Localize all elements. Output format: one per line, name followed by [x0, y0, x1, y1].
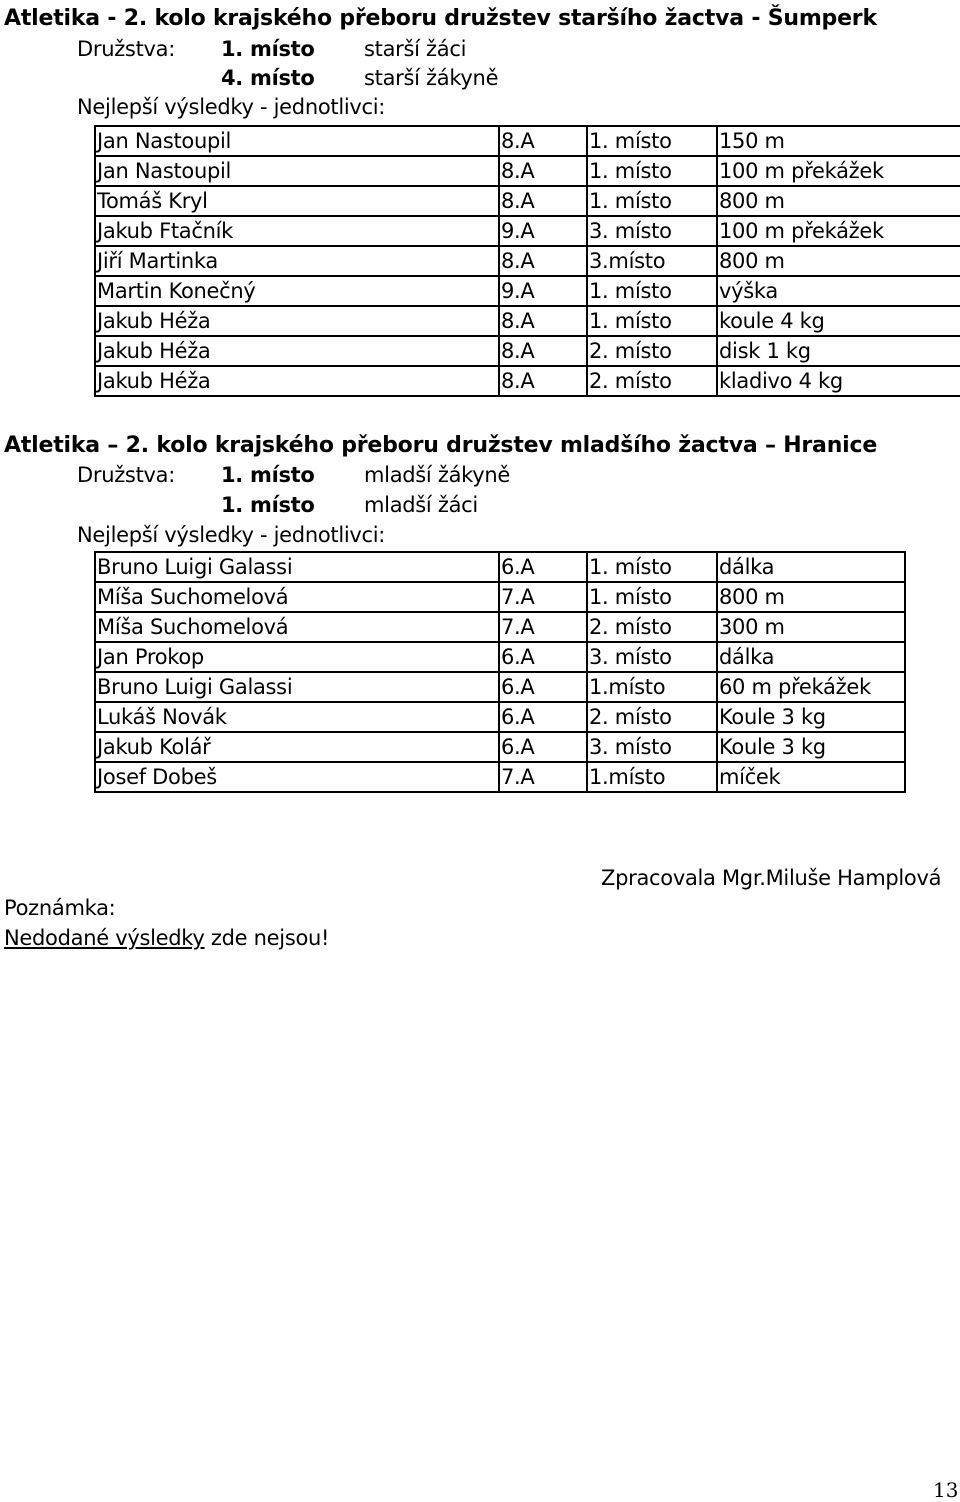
- table-row: [95, 582, 905, 612]
- table-row: [95, 672, 905, 702]
- athlete-place: 1. místo: [587, 276, 717, 306]
- table-row: [95, 276, 960, 306]
- section2-team-category: mladší žáci: [364, 493, 478, 517]
- athlete-name: Bruno Luigi Galassi: [95, 672, 499, 702]
- athlete-name: Bruno Luigi Galassi: [95, 552, 499, 582]
- athlete-place: 1. místo: [587, 186, 717, 216]
- athlete-place: 1. místo: [587, 306, 717, 336]
- athlete-event: 100 m překážek: [717, 216, 960, 246]
- athlete-class: 6.A: [499, 552, 587, 582]
- athlete-event: míček: [717, 762, 905, 792]
- athlete-event: disk 1 kg: [717, 336, 960, 366]
- athlete-place: 1.místo: [587, 672, 717, 702]
- athlete-place: 1. místo: [587, 582, 717, 612]
- athlete-event: Koule 3 kg: [717, 702, 905, 732]
- athlete-class: 6.A: [499, 672, 587, 702]
- table-row: [95, 702, 905, 732]
- note-text: [4, 926, 329, 950]
- athlete-class: 7.A: [499, 612, 587, 642]
- athlete-class: 9.A: [499, 216, 587, 246]
- athlete-event: kladivo 4 kg: [717, 366, 960, 396]
- athlete-name: Míša Suchomelová: [95, 612, 499, 642]
- table-row: [95, 306, 960, 336]
- section1-team-place: 4. místo: [221, 66, 315, 90]
- athlete-class: 6.A: [499, 642, 587, 672]
- table-row: [95, 732, 905, 762]
- athlete-event: 300 m: [717, 612, 905, 642]
- athlete-name: Martin Konečný: [95, 276, 499, 306]
- athlete-name: Jan Nastoupil: [95, 156, 499, 186]
- athlete-event: 800 m: [717, 186, 960, 216]
- athlete-name: Jakub Héža: [95, 336, 499, 366]
- note-rest: zde nejsou!: [204, 926, 330, 950]
- athlete-class: 6.A: [499, 732, 587, 762]
- athlete-class: 8.A: [499, 366, 587, 396]
- section2-best-label: Nejlepší výsledky - jednotlivci:: [77, 523, 386, 547]
- athlete-class: 8.A: [499, 126, 587, 156]
- athlete-class: 8.A: [499, 186, 587, 216]
- table-row: [95, 156, 960, 186]
- athlete-class: 8.A: [499, 156, 587, 186]
- athlete-name: Lukáš Novák: [95, 702, 499, 732]
- athlete-class: 6.A: [499, 702, 587, 732]
- athlete-event: koule 4 kg: [717, 306, 960, 336]
- page-number: 13: [933, 1478, 959, 1502]
- athlete-class: 7.A: [499, 582, 587, 612]
- athlete-name: Jiří Martinka: [95, 246, 499, 276]
- section1-best-label: Nejlepší výsledky - jednotlivci:: [77, 95, 386, 119]
- table-row: [95, 126, 960, 156]
- table-row: [95, 642, 905, 672]
- athlete-event: dálka: [717, 642, 905, 672]
- athlete-place: 2. místo: [587, 702, 717, 732]
- section1-team-place: 1. místo: [221, 37, 315, 61]
- athlete-name: Míša Suchomelová: [95, 582, 499, 612]
- athlete-place: 1. místo: [587, 552, 717, 582]
- athlete-place: 3.místo: [587, 246, 717, 276]
- table-row: [95, 246, 960, 276]
- note-underlined: Nedodané výsledky: [4, 926, 205, 950]
- athlete-name: Jan Nastoupil: [95, 126, 499, 156]
- section1-team-category: starší žáci: [364, 37, 467, 61]
- athlete-name: Jakub Héža: [95, 366, 499, 396]
- athlete-event: Koule 3 kg: [717, 732, 905, 762]
- athlete-place: 2. místo: [587, 336, 717, 366]
- section2-title: Atletika – 2. kolo krajského přeboru družstev mladšího žactva – Hranice: [4, 433, 878, 458]
- processed-by: Zpracovala Mgr.Miluše Hamplová: [601, 866, 942, 890]
- athlete-event: výška: [717, 276, 960, 306]
- athlete-event: 800 m: [717, 582, 905, 612]
- athlete-event: dálka: [717, 552, 905, 582]
- athlete-name: Jakub Kolář: [95, 732, 499, 762]
- section2-team-place: 1. místo: [221, 463, 315, 487]
- section1-team-category: starší žákyně: [364, 66, 499, 90]
- athlete-class: 7.A: [499, 762, 587, 792]
- athlete-place: 1. místo: [587, 156, 717, 186]
- athlete-place: 1. místo: [587, 126, 717, 156]
- section2-team-place: 1. místo: [221, 493, 315, 517]
- athlete-place: 2. místo: [587, 612, 717, 642]
- athlete-place: 2. místo: [587, 366, 717, 396]
- athlete-place: 1.místo: [587, 762, 717, 792]
- section1-title: Atletika - 2. kolo krajského přeboru družstev staršího žactva - Šumperk: [4, 6, 877, 31]
- table-row: [95, 366, 960, 396]
- athlete-class: 9.A: [499, 276, 587, 306]
- athlete-class: 8.A: [499, 246, 587, 276]
- note-label: Poznámka:: [4, 896, 116, 920]
- athlete-event: 800 m: [717, 246, 960, 276]
- section2-team-category: mladší žákyně: [364, 463, 511, 487]
- athlete-class: 8.A: [499, 306, 587, 336]
- athlete-class: 8.A: [499, 336, 587, 366]
- athlete-place: 3. místo: [587, 216, 717, 246]
- athlete-event: 60 m překážek: [717, 672, 905, 702]
- table-row: [95, 762, 905, 792]
- athlete-event: 100 m překážek: [717, 156, 960, 186]
- athlete-name: Jakub Ftačník: [95, 216, 499, 246]
- section2-teams-label: Družstva:: [77, 463, 175, 487]
- athlete-place: 3. místo: [587, 732, 717, 762]
- table-row: [95, 336, 960, 366]
- athlete-place: 3. místo: [587, 642, 717, 672]
- table-row: [95, 552, 905, 582]
- table-row: [95, 186, 960, 216]
- table-row: [95, 216, 960, 246]
- athlete-name: Josef Dobeš: [95, 762, 499, 792]
- athlete-name: Jan Prokop: [95, 642, 499, 672]
- athlete-event: 150 m: [717, 126, 960, 156]
- athlete-name: Tomáš Kryl: [95, 186, 499, 216]
- table-row: [95, 612, 905, 642]
- section1-teams-label: Družstva:: [77, 37, 175, 61]
- athlete-name: Jakub Héža: [95, 306, 499, 336]
- section2-results-table: [94, 551, 906, 793]
- section1-results-table: [94, 125, 960, 397]
